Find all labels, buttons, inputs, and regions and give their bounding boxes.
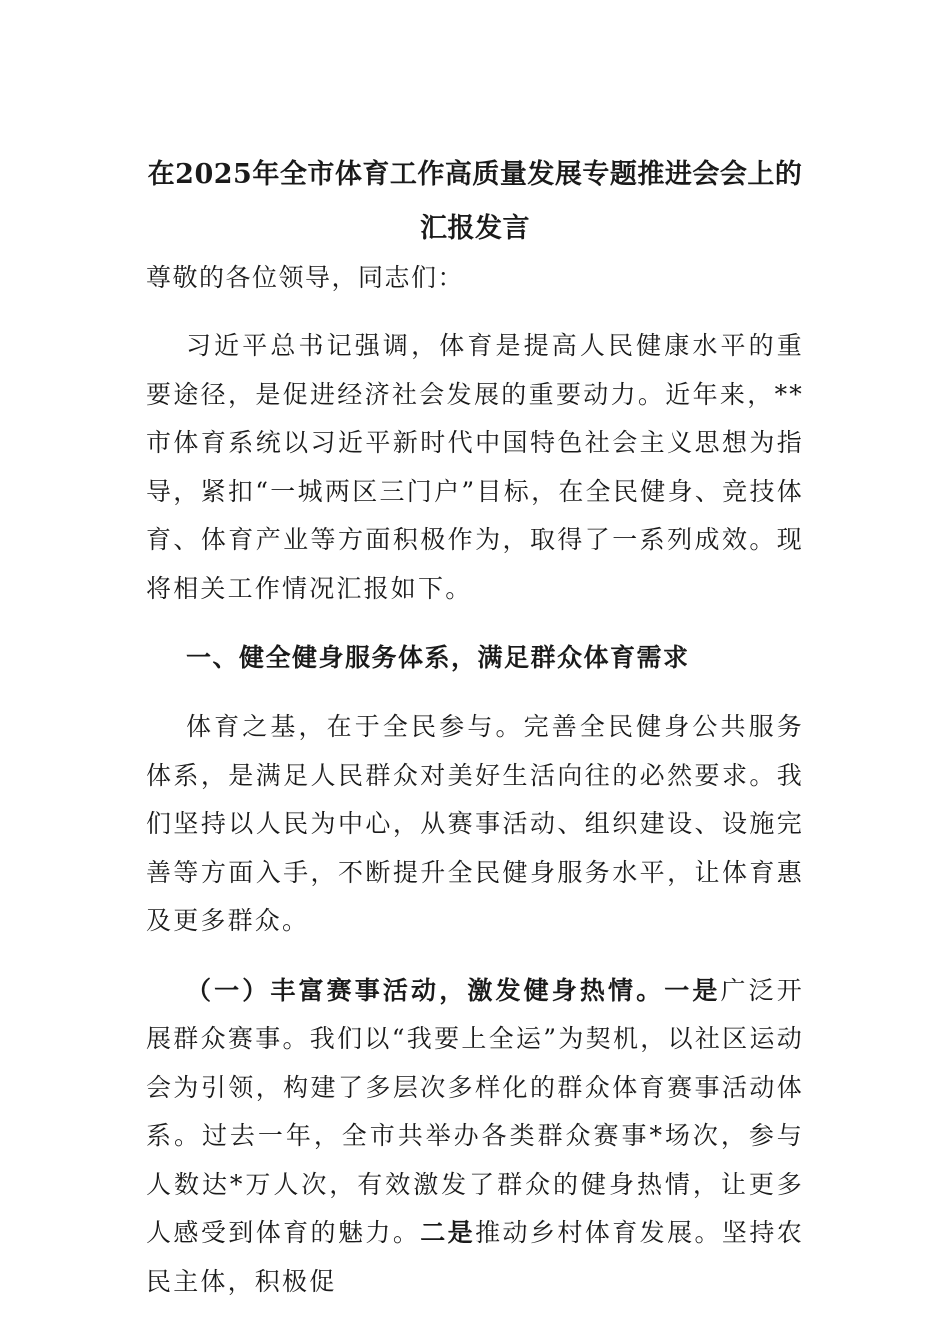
point-2-text: 推动乡村体育发展。坚持农民主体，积极促 xyxy=(146,1218,804,1296)
document-page xyxy=(146,148,804,1327)
subsection-1-heading: （一）丰富赛事活动，激发健身热情。 xyxy=(186,975,665,1005)
salutation: 尊敬的各位领导，同志们： xyxy=(146,263,465,292)
intro-paragraph: 习近平总书记强调，体育是提高人民健康水平的重要途径，是促进经济社会发展的重要动力。近年来，**市体育系统以习近平新时代中国特色社会主义思想为指导，紧扣“一城两区三门户”目标，在全民健身、竞技体育、体育产业等方面积极作为，取得了一系列成效。现将相关工作情况汇报如下。 xyxy=(146,331,804,603)
point-2-label: 二是 xyxy=(420,1218,476,1247)
point-1-text: 广泛开展群众赛事。我们以“我要上全运”为契机，以社区运动会为引领，构建了多层次多样化的群众体育赛事活动体系。过去一年，全市共举办各类群众赛事*场次，参与人数达*万人次，有效激发了群众的健身热情，让更多人感受到体育的魅力。 xyxy=(146,975,804,1247)
section-1-paragraph: 体育之基，在于全民参与。完善全民健身公共服务体系，是满足人民群众对美好生活向往的必然要求。我们坚持以人民为中心，从赛事活动、组织建设、设施完善等方面入手，不断提升全民健身服务水平，让体育惠及更多群众。 xyxy=(146,712,804,935)
section-1-heading: 一、健全健身服务体系，满足群众体育需求 xyxy=(186,643,690,672)
document-title: 在2025年全市体育工作高质量发展专题推进会会上的汇报发言 xyxy=(147,159,803,244)
subsection-1-paragraph xyxy=(146,967,804,1307)
point-1-label: 一是 xyxy=(664,975,721,1005)
